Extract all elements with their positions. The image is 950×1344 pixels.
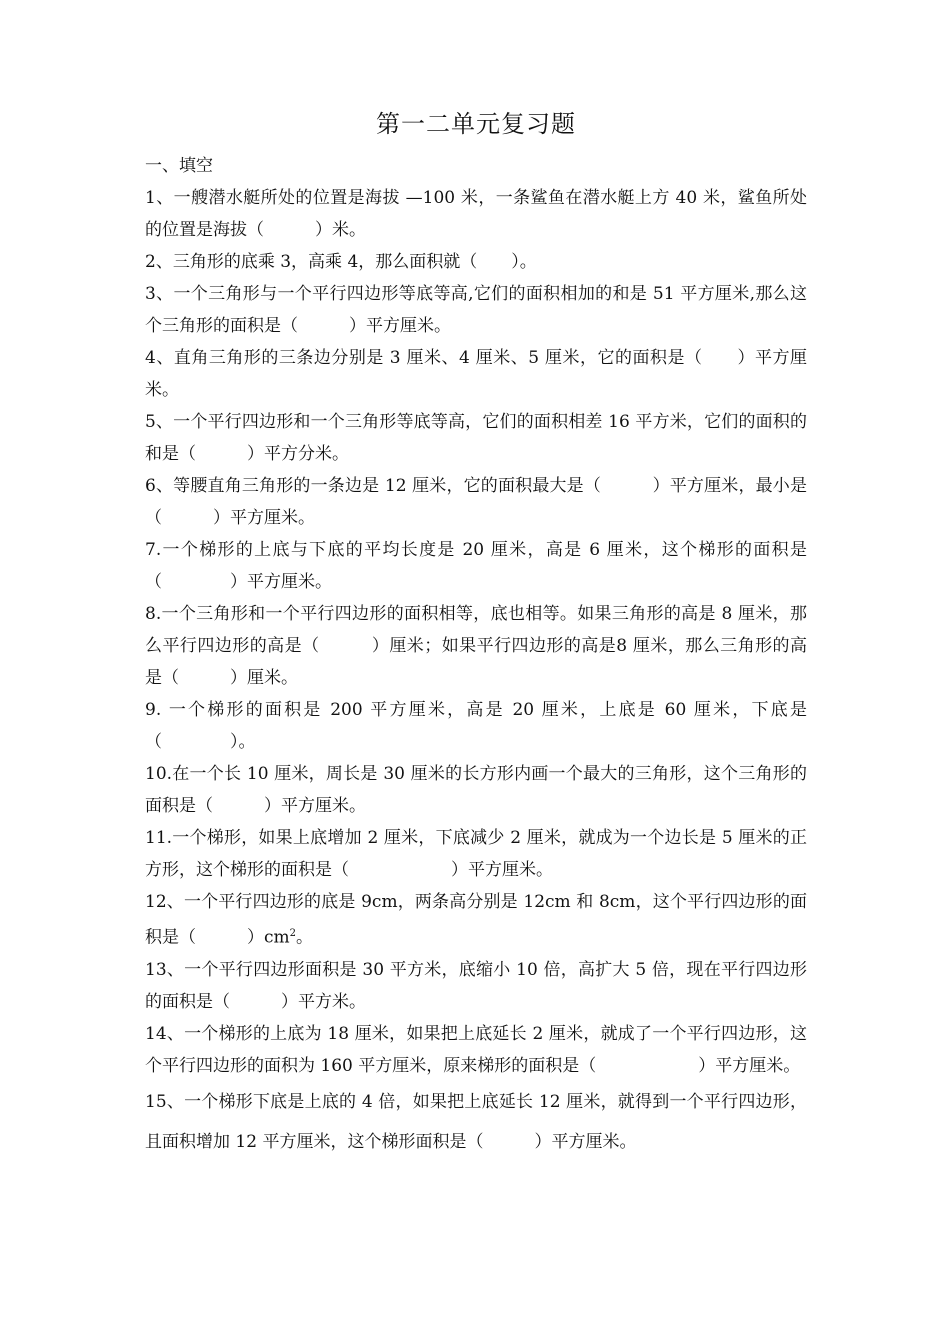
page-title: 第一二单元复习题 <box>376 110 576 138</box>
question-8: 8.一个三角形和一个平行四边形的面积相等，底也相等。如果三角形的高是 8 厘米，那么平行四边形的高是（ ）厘米；如果平行四边形的高是8 厘米，那么三角形的高是（ ）厘米。 <box>145 604 807 688</box>
question-12-superscript: 2 <box>289 928 297 939</box>
question-11: 11.一个梯形，如果上底增加 2 厘米，下底减少 2 厘米，就成为一个边长是 5 厘米的正方形，这个梯形的面积是（ ）平方厘米。 <box>145 828 807 880</box>
question-12 <box>145 886 807 954</box>
question-6: 6、等腰直角三角形的一条边是 12 厘米，它的面积最大是（ ）平方厘米，最小是（ ）平方厘米。 <box>145 476 807 528</box>
question-2: 2、三角形的底乘 3，高乘 4，那么面积就（ ）。 <box>145 252 537 272</box>
worksheet-page <box>145 104 807 1162</box>
question-9: 9. 一个梯形的面积是 200 平方厘米，高是 20 厘米，上底是 60 厘米，下底是（ ）。 <box>145 700 807 752</box>
question-15: 15、一个梯形下底是上底的 4 倍，如果把上底延长 12 厘米，就得到一个平行四边形，且面积增加 12 平方厘米，这个梯形面积是（ ）平方厘米。 <box>145 1091 807 1152</box>
question-10: 10.在一个长 10 厘米，周长是 30 厘米的长方形内画一个最大的三角形，这个三角形的面积是（ ）平方厘米。 <box>145 764 807 816</box>
question-12-end: 。 <box>296 927 314 948</box>
question-14: 14、一个梯形的上底为 18 厘米，如果把上底延长 2 厘米，就成了一个平行四边形，这个平行四边形的面积为 160 平方厘米，原来梯形的面积是（ ）平方厘米。 <box>145 1023 807 1076</box>
question-1: 1、一艘潜水艇所处的位置是海拔 —100 米，一条鲨鱼在潜水艇上方 40 米，鲨鱼所处的位置是海拔（ ）米。 <box>145 188 807 240</box>
question-13: 13、一个平行四边形面积是 30 平方米，底缩小 10 倍，高扩大 5 倍，现在平行四边形的面积是（ ）平方米。 <box>145 959 807 1012</box>
section-heading: 一、填空 <box>145 156 213 176</box>
question-3: 3、一个三角形与一个平行四边形等底等高,它们的面积相加的和是 51 平方厘米,那么这个三角形的面积是（ ）平方厘米。 <box>145 284 807 336</box>
question-5: 5、一个平行四边形和一个三角形等底等高，它们的面积相差 16 平方米，它们的面积的和是（ ）平方分米。 <box>145 412 807 464</box>
question-12-text: 12、一个平行四边形的底是 9cm，两条高分别是 12cm 和 8cm，这个平行四边形的面积是（ ）cm <box>145 892 807 948</box>
question-7: 7.一个梯形的上底与下底的平均长度是 20 厘米，高是 6 厘米，这个梯形的面积是（ ）平方厘米。 <box>145 540 807 592</box>
question-4: 4、直角三角形的三条边分别是 3 厘米、4 厘米、5 厘米，它的面积是（ ）平方厘米。 <box>145 348 807 400</box>
